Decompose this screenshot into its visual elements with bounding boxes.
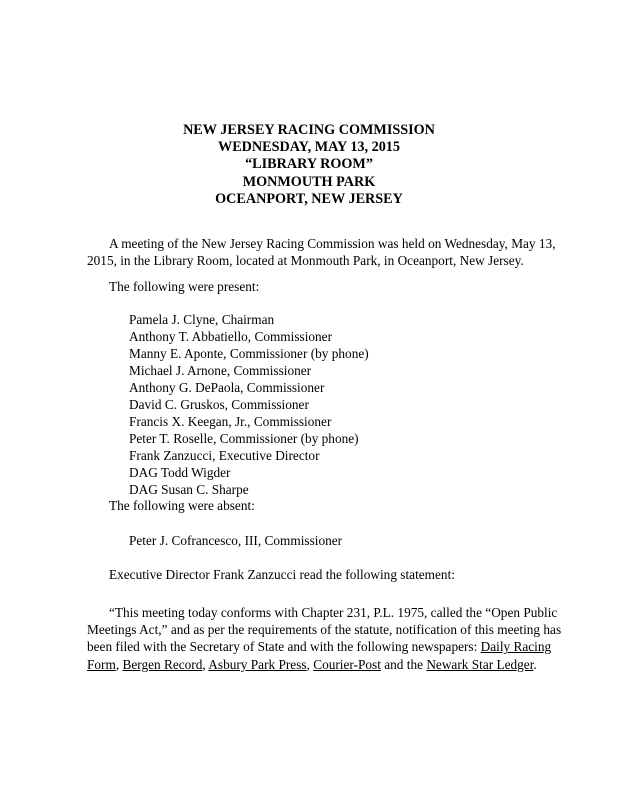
intro-line-1: A meeting of the New Jersey Racing Commission was held on Wednesday, May 13, [109, 236, 556, 251]
period: . [533, 656, 537, 672]
newspaper-newark-star-ledger: Newark Star Ledger [426, 656, 534, 672]
statement-label: Executive Director Frank Zanzucci read the following statement: [109, 567, 455, 582]
document-header [0, 122, 618, 208]
present-member: Frank Zanzucci, Executive Director [129, 447, 320, 463]
present-member: Peter T. Roselle, Commissioner (by phone) [129, 430, 359, 446]
newspaper-daily-racing: Daily Racing [480, 639, 552, 655]
present-list [129, 312, 369, 498]
header-venue: MONMOUTH PARK [242, 173, 376, 190]
present-member: Pamela J. Clyne, Chairman [129, 312, 275, 327]
newspaper-asbury-park-press: Asbury Park Press [208, 656, 307, 672]
header-location: OCEANPORT, NEW JERSEY [215, 190, 403, 207]
intro-paragraph [87, 235, 556, 269]
present-member: Michael J. Arnone, Commissioner [129, 362, 312, 378]
present-member: DAG Susan C. Sharpe [129, 481, 249, 497]
intro-line-2: 2015, in the Library Room, located at Monmouth Park, in Oceanport, New Jersey. [87, 253, 524, 269]
separator: , [202, 656, 209, 672]
quote-line-3-text: been filed with the Secretary of State and with the following newspapers: [87, 639, 481, 655]
absent-member: Peter J. Cofrancesco, III, Commissioner [129, 533, 343, 548]
present-member: Francis X. Keegan, Jr., Commissioner [129, 413, 332, 429]
newspaper-form: Form [87, 656, 116, 672]
newspaper-bergen-record: Bergen Record [122, 656, 203, 672]
separator: , [115, 656, 123, 672]
header-title: NEW JERSEY RACING COMMISSION [183, 122, 435, 138]
quote-line-4 [87, 656, 561, 673]
present-member: Manny E. Aponte, Commissioner (by phone) [129, 345, 369, 361]
present-label: The following were present: [109, 279, 260, 294]
present-member: Anthony G. DePaola, Commissioner [129, 379, 325, 395]
quote-line-3 [87, 638, 561, 655]
absent-label: The following were absent: [109, 498, 255, 513]
present-member: David C. Gruskos, Commissioner [129, 396, 309, 412]
header-room: “LIBRARY ROOM” [245, 156, 373, 173]
present-member: DAG Todd Wigder [129, 464, 231, 480]
statement-quote [87, 604, 561, 673]
header-date: WEDNESDAY, MAY 13, 2015 [218, 139, 400, 156]
newspaper-courier-post: Courier-Post [313, 656, 381, 672]
separator: and the [380, 656, 427, 672]
separator: , [306, 656, 314, 672]
present-member: Anthony T. Abbatiello, Commissioner [129, 328, 333, 344]
quote-line-2: Meetings Act,” and as per the requirements of the statute, notification of this meeting has [87, 622, 562, 638]
quote-line-1: “This meeting today conforms with Chapter 231, P.L. 1975, called the “Open Public [109, 605, 558, 620]
